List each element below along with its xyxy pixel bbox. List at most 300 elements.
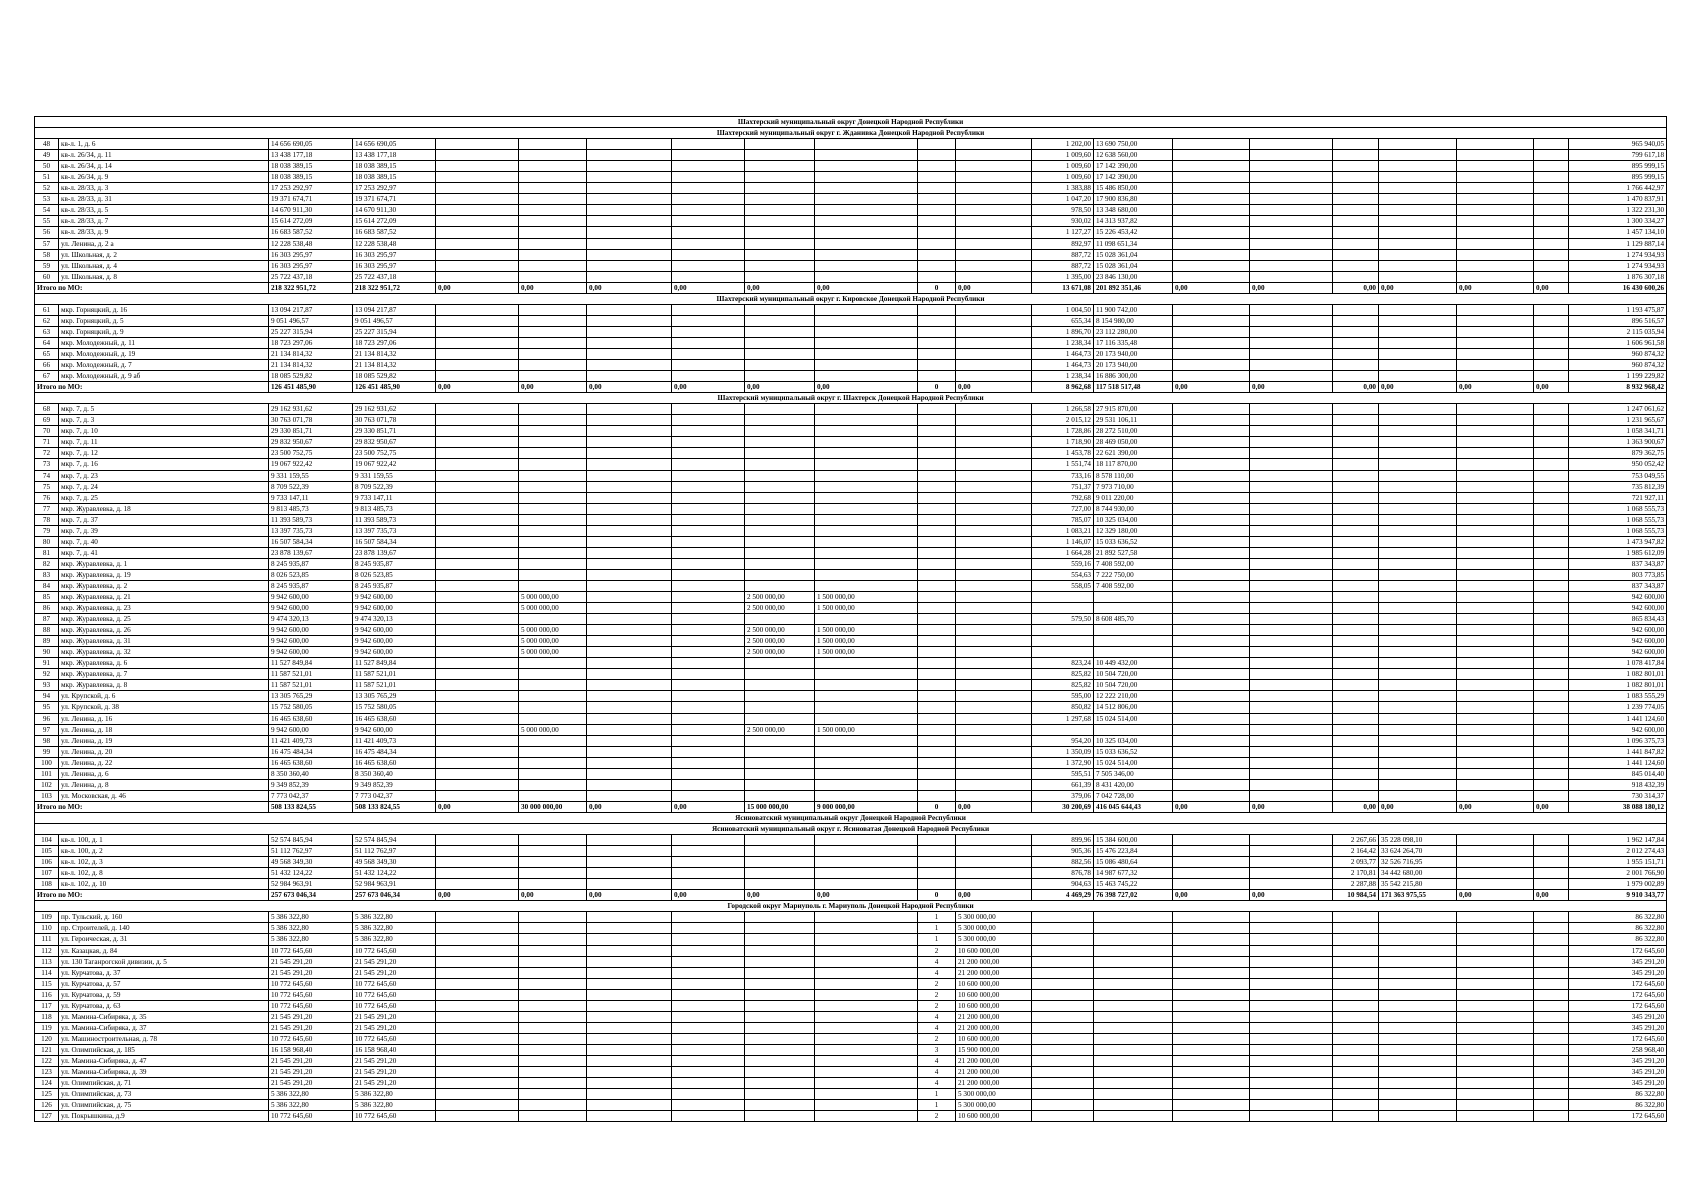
row-value [519, 205, 587, 216]
row-value [672, 757, 745, 768]
row-value [956, 304, 1032, 315]
row-value [1534, 669, 1569, 680]
row-value [815, 614, 918, 625]
row-value: 1 297,68 [1032, 713, 1094, 724]
row-value [815, 868, 918, 879]
row-value [956, 437, 1032, 448]
total-value: 0,00 [1534, 282, 1569, 293]
row-value [1173, 404, 1250, 415]
row-value: 1 500 000,00 [815, 625, 918, 636]
row-value [1457, 614, 1534, 625]
row-value: 17 253 292,97 [353, 183, 436, 194]
row-value [1379, 415, 1457, 426]
row-value [1094, 1055, 1173, 1066]
row-value: 1 [918, 1100, 956, 1111]
row-value [519, 348, 587, 359]
row-value [672, 569, 745, 580]
table-row [35, 315, 1667, 326]
row-value: 10 772 645,60 [269, 1033, 353, 1044]
row-value [672, 779, 745, 790]
row-value [1333, 547, 1379, 558]
row-value [918, 271, 956, 282]
row-value: 753 049,55 [1569, 470, 1667, 481]
row-value: 15 028 361,04 [1094, 260, 1173, 271]
row-value: 2 287,88 [1333, 879, 1379, 890]
row-value: 9 733 147,11 [269, 492, 353, 503]
table-row [35, 691, 1667, 702]
row-value [1379, 680, 1457, 691]
row-value [436, 547, 519, 558]
row-value: 17 253 292,97 [269, 183, 353, 194]
row-value [587, 580, 672, 591]
row-value [745, 150, 815, 161]
total-value: 201 892 351,46 [1094, 282, 1173, 293]
row-value [1379, 1078, 1457, 1089]
row-value [672, 636, 745, 647]
row-value [436, 868, 519, 879]
row-value [1457, 945, 1534, 956]
row-value [745, 437, 815, 448]
row-value [1173, 503, 1250, 514]
row-number: 124 [35, 1078, 59, 1089]
row-value [1094, 989, 1173, 1000]
row-value [815, 304, 918, 315]
row-value [1173, 989, 1250, 1000]
row-value [1379, 371, 1457, 382]
row-value [1250, 536, 1333, 547]
total-value: 0,00 [1457, 890, 1534, 901]
row-value [956, 768, 1032, 779]
row-value [519, 249, 587, 260]
row-value [1379, 481, 1457, 492]
row-value [1379, 713, 1457, 724]
row-value [1379, 1022, 1457, 1033]
row-value: 1 955 151,71 [1569, 857, 1667, 868]
row-value [1379, 912, 1457, 923]
row-value: 825,82 [1032, 680, 1094, 691]
row-value: 379,06 [1032, 790, 1094, 801]
row-value: 1 247 061,62 [1569, 404, 1667, 415]
row-value [1534, 194, 1569, 205]
row-value [918, 326, 956, 337]
row-number: 52 [35, 183, 59, 194]
row-value [436, 326, 519, 337]
row-value [1379, 337, 1457, 348]
row-value [436, 260, 519, 271]
row-value [1534, 161, 1569, 172]
row-value [745, 857, 815, 868]
row-number: 99 [35, 746, 59, 757]
row-value: 1 129 887,14 [1569, 238, 1667, 249]
row-number: 103 [35, 790, 59, 801]
row-value [587, 437, 672, 448]
row-value [745, 315, 815, 326]
total-value: 218 322 951,72 [269, 282, 353, 293]
row-value [1457, 172, 1534, 183]
total-value: 0,00 [436, 801, 519, 812]
row-value [1032, 1100, 1094, 1111]
row-value: 23 112 280,00 [1094, 326, 1173, 337]
row-value [672, 846, 745, 857]
row-value [1457, 592, 1534, 603]
row-address: мкр. Журавлевка, д. 23 [59, 603, 269, 614]
row-value [672, 879, 745, 890]
row-number: 83 [35, 569, 59, 580]
row-value [1094, 636, 1173, 647]
row-value [1379, 459, 1457, 470]
row-value [672, 326, 745, 337]
row-value [1250, 835, 1333, 846]
row-value: 345 291,20 [1569, 967, 1667, 978]
row-value [1534, 503, 1569, 514]
row-number: 102 [35, 779, 59, 790]
row-value: 345 291,20 [1569, 956, 1667, 967]
row-value [1032, 603, 1094, 614]
row-value [672, 205, 745, 216]
row-value [745, 1089, 815, 1100]
row-value [1094, 1111, 1173, 1122]
row-value [815, 713, 918, 724]
row-value [815, 337, 918, 348]
row-value [1534, 1022, 1569, 1033]
row-value [745, 658, 815, 669]
row-value [436, 348, 519, 359]
row-value [918, 868, 956, 879]
table-row [35, 1100, 1667, 1111]
row-address: пр. Тульский, д. 160 [59, 912, 269, 923]
row-value [672, 536, 745, 547]
row-value: 1 363 900,67 [1569, 437, 1667, 448]
row-value: 345 291,20 [1569, 1078, 1667, 1089]
table-row [35, 271, 1667, 282]
total-value: 0,00 [956, 801, 1032, 812]
row-number: 65 [35, 348, 59, 359]
row-value [1457, 680, 1534, 691]
row-value: 10 600 000,00 [956, 978, 1032, 989]
table-row [35, 625, 1667, 636]
row-value [1379, 702, 1457, 713]
row-value [519, 415, 587, 426]
table-row [35, 702, 1667, 713]
row-value: 5 386 322,80 [353, 912, 436, 923]
row-value: 16 683 587,52 [353, 227, 436, 238]
row-value [436, 437, 519, 448]
row-value [956, 271, 1032, 282]
row-value: 1 453,78 [1032, 448, 1094, 459]
row-value [519, 735, 587, 746]
row-value [436, 315, 519, 326]
row-value [519, 1111, 587, 1122]
row-value: 21 134 814,32 [353, 360, 436, 371]
row-value: 1 464,73 [1032, 348, 1094, 359]
row-address: ул. Курчатова, д. 63 [59, 1000, 269, 1011]
table-row [35, 260, 1667, 271]
row-value [1379, 404, 1457, 415]
row-value [1173, 967, 1250, 978]
row-value [956, 713, 1032, 724]
row-value [1094, 1089, 1173, 1100]
row-value: 1 896,70 [1032, 326, 1094, 337]
row-value [1534, 448, 1569, 459]
row-value [1250, 879, 1333, 890]
row-address: ул. Школьная, д. 4 [59, 260, 269, 271]
total-value: 0,00 [672, 282, 745, 293]
row-value: 12 329 180,00 [1094, 525, 1173, 536]
row-value [1173, 757, 1250, 768]
row-value [1457, 183, 1534, 194]
row-address: ул. Школьная, д. 8 [59, 271, 269, 282]
row-address: мкр. Горняцкий, д. 16 [59, 304, 269, 315]
row-value: 86 322,80 [1569, 923, 1667, 934]
row-value: 879 362,75 [1569, 448, 1667, 459]
row-value: 5 300 000,00 [956, 1089, 1032, 1100]
total-row [35, 282, 1667, 293]
table-row [35, 669, 1667, 680]
row-value [436, 945, 519, 956]
row-value [1333, 1022, 1379, 1033]
row-value [918, 492, 956, 503]
row-value [1173, 150, 1250, 161]
row-value [436, 614, 519, 625]
total-value: 0,00 [1333, 801, 1379, 812]
row-value: 52 574 845,94 [269, 835, 353, 846]
row-value: 34 442 680,00 [1379, 868, 1457, 879]
total-value: 8 932 968,42 [1569, 382, 1667, 393]
total-value: 0,00 [1379, 382, 1457, 393]
row-value: 785,07 [1032, 514, 1094, 525]
row-value [587, 757, 672, 768]
row-value [1173, 1078, 1250, 1089]
row-number: 98 [35, 735, 59, 746]
row-value [519, 558, 587, 569]
row-value [672, 1067, 745, 1078]
row-value [1333, 967, 1379, 978]
table-row [35, 989, 1667, 1000]
row-value [672, 194, 745, 205]
table-row [35, 658, 1667, 669]
row-value [436, 967, 519, 978]
row-value [1379, 194, 1457, 205]
row-value [918, 547, 956, 558]
row-value [587, 989, 672, 1000]
row-value: 1 473 947,82 [1569, 536, 1667, 547]
row-value [918, 525, 956, 536]
row-value: 11 587 521,01 [353, 669, 436, 680]
row-value: 8 245 935,87 [353, 558, 436, 569]
row-value: 803 773,85 [1569, 569, 1667, 580]
row-value: 21 545 291,20 [353, 1078, 436, 1089]
row-value [745, 1078, 815, 1089]
row-value [1457, 304, 1534, 315]
row-value: 1 395,00 [1032, 271, 1094, 282]
total-value: 0,00 [587, 282, 672, 293]
row-value [1534, 304, 1569, 315]
total-value: 0,00 [1457, 801, 1534, 812]
row-value: 9 331 159,55 [353, 470, 436, 481]
row-value: 1 083 555,29 [1569, 691, 1667, 702]
table-row [35, 735, 1667, 746]
total-label: Итого по МО: [35, 890, 269, 901]
row-address: кв-л. 28/33, д. 9 [59, 227, 269, 238]
row-number: 105 [35, 846, 59, 857]
row-value [519, 360, 587, 371]
row-number: 49 [35, 150, 59, 161]
row-value [587, 702, 672, 713]
row-value: 1 372,90 [1032, 757, 1094, 768]
row-value [1173, 459, 1250, 470]
row-value [918, 735, 956, 746]
row-value [918, 558, 956, 569]
row-value [672, 857, 745, 868]
row-address: ул. Мамина-Сибиряка, д. 35 [59, 1011, 269, 1022]
row-value [1333, 558, 1379, 569]
row-value [1457, 636, 1534, 647]
row-value: 942 600,00 [1569, 592, 1667, 603]
row-number: 109 [35, 912, 59, 923]
row-value [1534, 492, 1569, 503]
row-value [587, 448, 672, 459]
row-value [672, 713, 745, 724]
row-value: 16 158 968,40 [269, 1044, 353, 1055]
row-value [519, 1078, 587, 1089]
row-value: 1 238,34 [1032, 371, 1094, 382]
row-value [1333, 779, 1379, 790]
row-value [815, 161, 918, 172]
total-value: 0,00 [956, 890, 1032, 901]
row-value: 5 300 000,00 [956, 923, 1032, 934]
row-value [587, 205, 672, 216]
row-value: 1 441 124,60 [1569, 713, 1667, 724]
row-value [587, 978, 672, 989]
row-value: 2 [918, 989, 956, 1000]
row-value [745, 481, 815, 492]
row-value [1457, 1078, 1534, 1089]
row-value [745, 614, 815, 625]
row-address: мкр. Журавлевка, д. 6 [59, 658, 269, 669]
table-row [35, 547, 1667, 558]
row-address: мкр. Журавлевка, д. 32 [59, 647, 269, 658]
row-value [519, 614, 587, 625]
row-value: 9 942 600,00 [269, 647, 353, 658]
row-value [587, 779, 672, 790]
row-value [745, 448, 815, 459]
row-value: 29 832 950,67 [353, 437, 436, 448]
row-value [1457, 558, 1534, 569]
row-value [1094, 923, 1173, 934]
row-value: 18 038 389,15 [353, 161, 436, 172]
row-value: 13 690 750,00 [1094, 139, 1173, 150]
row-value [745, 161, 815, 172]
row-value [1333, 249, 1379, 260]
total-value: 0,00 [1173, 382, 1250, 393]
row-value: 751,37 [1032, 481, 1094, 492]
row-value [1250, 978, 1333, 989]
row-value: 21 545 291,20 [269, 967, 353, 978]
row-value: 1 202,00 [1032, 139, 1094, 150]
row-value: 7 973 710,00 [1094, 481, 1173, 492]
row-value: 18 085 529,82 [353, 371, 436, 382]
row-value [815, 912, 918, 923]
row-value: 51 432 124,22 [269, 868, 353, 879]
row-value: 899,96 [1032, 835, 1094, 846]
row-value [1032, 647, 1094, 658]
row-value [436, 569, 519, 580]
row-value [1094, 647, 1173, 658]
row-value [1534, 337, 1569, 348]
row-value [956, 194, 1032, 205]
row-value: 9 942 600,00 [353, 647, 436, 658]
row-value [1333, 757, 1379, 768]
row-value [672, 1055, 745, 1066]
row-value [956, 459, 1032, 470]
row-value: 661,39 [1032, 779, 1094, 790]
row-value [956, 614, 1032, 625]
row-value [1457, 757, 1534, 768]
row-value [1032, 1055, 1094, 1066]
row-value [1379, 172, 1457, 183]
row-value [1457, 746, 1534, 757]
row-value [1333, 161, 1379, 172]
row-value [1173, 227, 1250, 238]
row-value [1457, 481, 1534, 492]
row-value [815, 923, 918, 934]
row-value [1250, 967, 1333, 978]
row-value: 5 000 000,00 [519, 603, 587, 614]
row-value [519, 194, 587, 205]
row-value [918, 194, 956, 205]
row-value [587, 161, 672, 172]
row-value [1534, 249, 1569, 260]
row-value [587, 1100, 672, 1111]
row-value [519, 757, 587, 768]
row-value [587, 371, 672, 382]
row-value [745, 768, 815, 779]
total-value: 0,00 [672, 890, 745, 901]
row-value [1457, 702, 1534, 713]
row-value [519, 536, 587, 547]
row-address: кв-л. 100, д. 1 [59, 835, 269, 846]
row-value [672, 249, 745, 260]
table-row [35, 680, 1667, 691]
row-value: 10 600 000,00 [956, 945, 1032, 956]
row-value: 5 300 000,00 [956, 934, 1032, 945]
row-value [436, 669, 519, 680]
row-value: 2 [918, 1111, 956, 1122]
row-value [1379, 790, 1457, 801]
table-row [35, 1078, 1667, 1089]
row-value [436, 161, 519, 172]
row-value [745, 525, 815, 536]
row-value [672, 912, 745, 923]
row-value [1457, 216, 1534, 227]
row-value: 1 322 231,30 [1569, 205, 1667, 216]
row-value [1379, 647, 1457, 658]
row-value [1250, 238, 1333, 249]
row-address: кв-л. 1, д. 6 [59, 139, 269, 150]
row-value: 14 313 937,82 [1094, 216, 1173, 227]
row-value [956, 426, 1032, 437]
row-value [1333, 702, 1379, 713]
row-value [1333, 647, 1379, 658]
table-row [35, 415, 1667, 426]
row-value: 172 645,60 [1569, 1000, 1667, 1011]
row-value [436, 857, 519, 868]
row-value [1094, 956, 1173, 967]
row-value [1094, 1067, 1173, 1078]
row-value [519, 1011, 587, 1022]
row-value [436, 647, 519, 658]
row-value [918, 835, 956, 846]
